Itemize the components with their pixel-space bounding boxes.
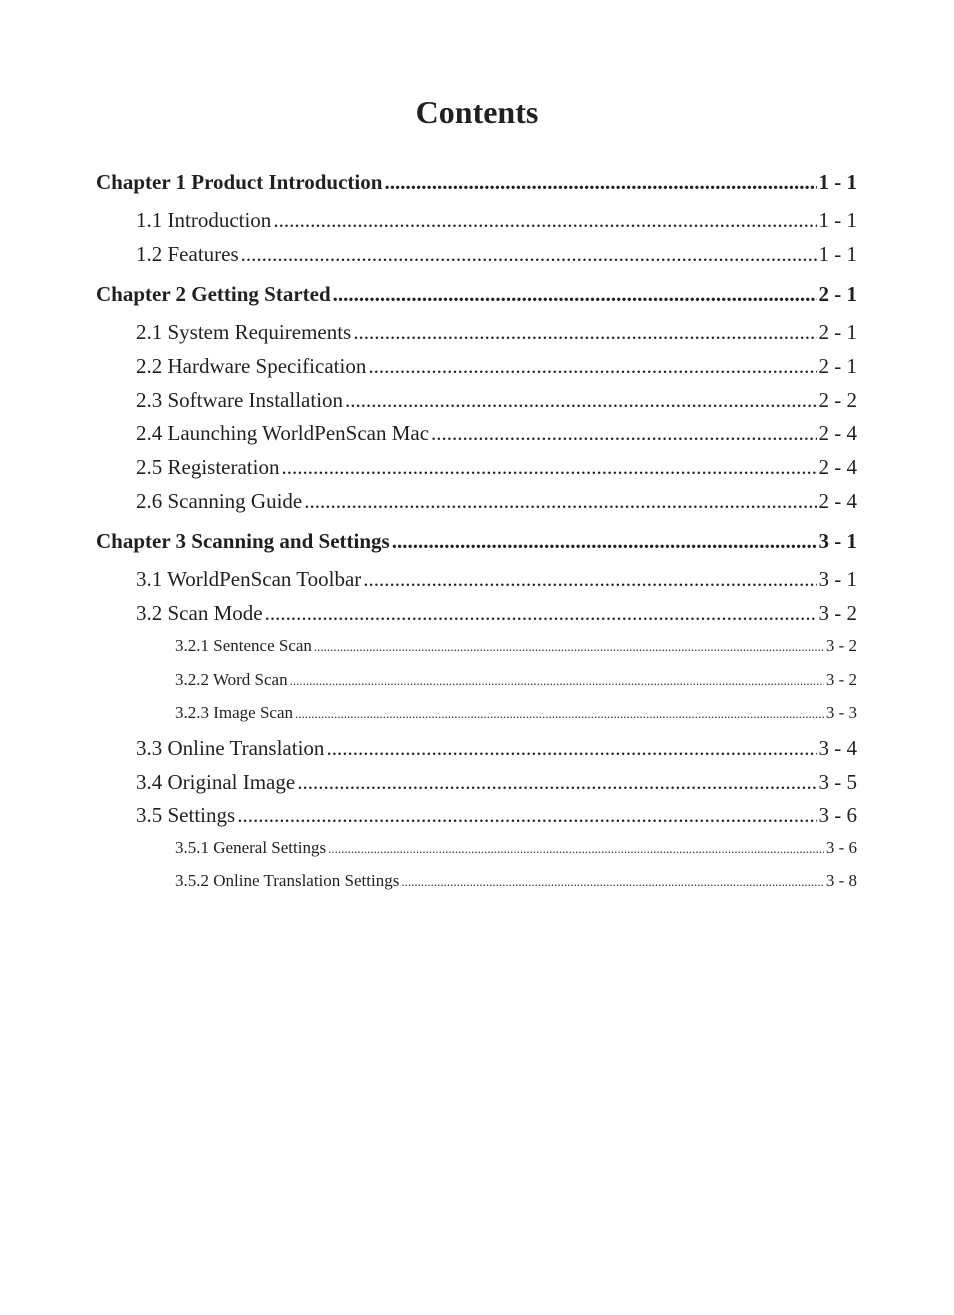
toc-entry-page: 3 - 8 [825,871,857,890]
toc-entry[interactable] [136,319,857,345]
toc-entry-label: 3.3 Online Translation [136,736,325,760]
toc-entry-page: 2 - 4 [818,421,857,445]
dot-leader [326,735,816,761]
toc-entry-page: 1 - 1 [818,170,857,194]
toc-entry-page: 1 - 1 [818,208,857,232]
dot-leader [328,838,824,860]
toc-entry-page: 2 - 1 [818,320,857,344]
toc-entry-label: 2.5 Registeration [136,455,280,479]
toc-entry-label: 3.5.2 Online Translation Settings [175,871,400,890]
toc-entry-page: 3 - 3 [825,703,857,722]
dot-leader [401,871,824,893]
toc-entry-label: 2.6 Scanning Guide [136,489,303,513]
toc-entry-label: 2.3 Software Installation [136,388,344,412]
dot-leader [273,207,816,233]
toc-entry[interactable] [96,281,857,307]
dot-leader [353,319,816,345]
page-title: Contents [415,94,539,130]
toc-entry[interactable] [175,870,857,893]
toc-entry-label: Chapter 3 Scanning and Settings [96,529,390,553]
toc-entry[interactable] [136,420,857,446]
dot-leader [363,566,816,592]
dot-leader [237,802,816,828]
toc-entry-label: 3.2 Scan Mode [136,601,263,625]
toc-entry-label: 2.2 Hardware Specification [136,354,367,378]
toc-entry-page: 3 - 1 [818,567,857,591]
toc-entry-label: 2.1 System Requirements [136,320,352,344]
toc-entry[interactable] [175,837,857,860]
dot-leader [384,169,816,195]
toc-entry[interactable] [136,802,857,828]
dot-leader [345,387,816,413]
dot-leader [368,353,816,379]
toc-entry-label: 3.1 WorldPenScan Toolbar [136,567,362,591]
toc-entry-label: 3.2.3 Image Scan [175,703,294,722]
toc-entry[interactable] [136,353,857,379]
toc-entry-label: 1.1 Introduction [136,208,272,232]
toc-entry-page: 2 - 1 [818,354,857,378]
toc-entry[interactable] [136,488,857,514]
toc-entry[interactable] [136,454,857,480]
toc-entry-page: 3 - 5 [818,770,857,794]
toc-entry[interactable] [136,735,857,761]
toc-entry-label: 3.2.1 Sentence Scan [175,636,312,655]
toc-entry[interactable] [136,566,857,592]
toc-entry-label: 3.4 Original Image [136,770,296,794]
toc-entry[interactable] [175,702,857,725]
dot-leader [314,636,824,658]
toc-entry[interactable] [96,169,857,195]
toc-entry-label: 3.5 Settings [136,803,236,827]
dot-leader [295,703,824,725]
toc-entry-page: 3 - 2 [825,670,857,689]
toc-entry-page: 1 - 1 [818,242,857,266]
toc-entry-page: 2 - 1 [818,282,857,306]
toc-entry[interactable] [136,769,857,795]
toc-entry-page: 2 - 2 [818,388,857,412]
toc-entry[interactable] [96,528,857,554]
toc-entry-label: 3.2.2 Word Scan [175,670,288,689]
toc-entry-page: 3 - 6 [818,803,857,827]
toc-entry-page: 2 - 4 [818,455,857,479]
toc-entry[interactable] [136,207,857,233]
toc-entry-label: 3.5.1 General Settings [175,838,327,857]
toc-entry[interactable] [175,635,857,658]
dot-leader [281,454,816,480]
dot-leader [304,488,816,514]
dot-leader [290,670,824,692]
toc-entry-label: Chapter 2 Getting Started [96,282,331,306]
toc-entry-page: 3 - 1 [818,529,857,553]
dot-leader [265,600,817,626]
dot-leader [297,769,816,795]
dot-leader [431,420,816,446]
toc-entry[interactable] [136,600,857,626]
toc-entry[interactable] [175,669,857,692]
toc-entry-page: 3 - 2 [818,601,857,625]
toc-entry[interactable] [136,387,857,413]
dot-leader [333,281,817,307]
dot-leader [241,241,817,267]
toc-entry-page: 3 - 6 [825,838,857,857]
toc-entry-page: 3 - 2 [825,636,857,655]
toc-entry-page: 2 - 4 [818,489,857,513]
toc-entry[interactable] [136,241,857,267]
toc-entry-label: 2.4 Launching WorldPenScan Mac [136,421,430,445]
toc-entry-label: 1.2 Features [136,242,239,266]
toc-entry-label: Chapter 1 Product Introduction [96,170,383,194]
dot-leader [392,528,817,554]
toc-entry-page: 3 - 4 [818,736,857,760]
